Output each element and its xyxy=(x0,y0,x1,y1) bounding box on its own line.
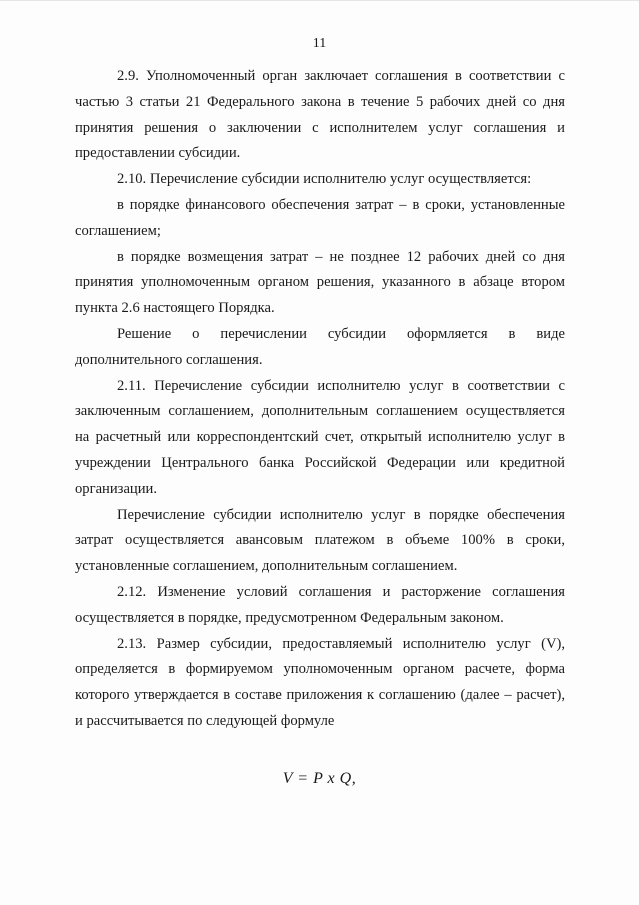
paragraph-reimbursement-costs: в порядке возмещения затрат – не позднее 12 рабочих дней со дня принятия уполномоченным органом решения, указанного в абзаце втором пункта 2.6 настоящего Порядка. xyxy=(75,248,565,317)
paragraph-2-10: 2.10. Перечисление субсидии исполнителю услуг осуществляется: xyxy=(117,171,532,188)
page-top-edge xyxy=(0,0,639,1)
paragraph-advance-payment: Перечисление субсидии исполнителю услуг в порядке обеспечения затрат осуществляется авансовым платежом в объеме 100% в сроки, установленные соглашением, дополнительным соглашением. xyxy=(75,506,565,575)
page-number: 11 xyxy=(312,36,327,51)
paragraph-2-11: 2.11. Перечисление субсидии исполнителю услуг в соответствии с заключенным соглашением, дополнительным соглашением осуществляется на расчетный или корреспондентский счет, открытый исполнителю услуг в учреждении Центрального банка Российской Федерации или кредитной организации. xyxy=(75,377,565,497)
paragraph-2-9: 2.9. Уполномоченный орган заключает соглашения в соответствии с частью 3 статьи 21 Федерального закона в течение 5 рабочих дней со дня принятия решения о заключении с исполнителем услуг соглашения и предоставлении субсидии. xyxy=(75,68,565,162)
paragraph-2-13: 2.13. Размер субсидии, предоставляемый исполнителю услуг (V), определяется в формируемом уполномоченным органом расчете, форма которого утверждается в составе приложения к соглашению (далее – расчет), и рассчитывается по следующей формуле xyxy=(75,635,565,729)
subsidy-formula: V = P x Q, xyxy=(282,770,357,787)
document-body xyxy=(75,64,565,735)
paragraph-2-12: 2.12. Изменение условий соглашения и расторжение соглашения осуществляется в порядке, предусмотренном Федеральным законом. xyxy=(75,583,565,626)
paragraph-decision: Решение о перечислении субсидии оформляется в виде дополнительного соглашения. xyxy=(75,325,565,368)
paragraph-financing-costs: в порядке финансового обеспечения затрат – в сроки, установленные соглашением; xyxy=(75,196,565,239)
